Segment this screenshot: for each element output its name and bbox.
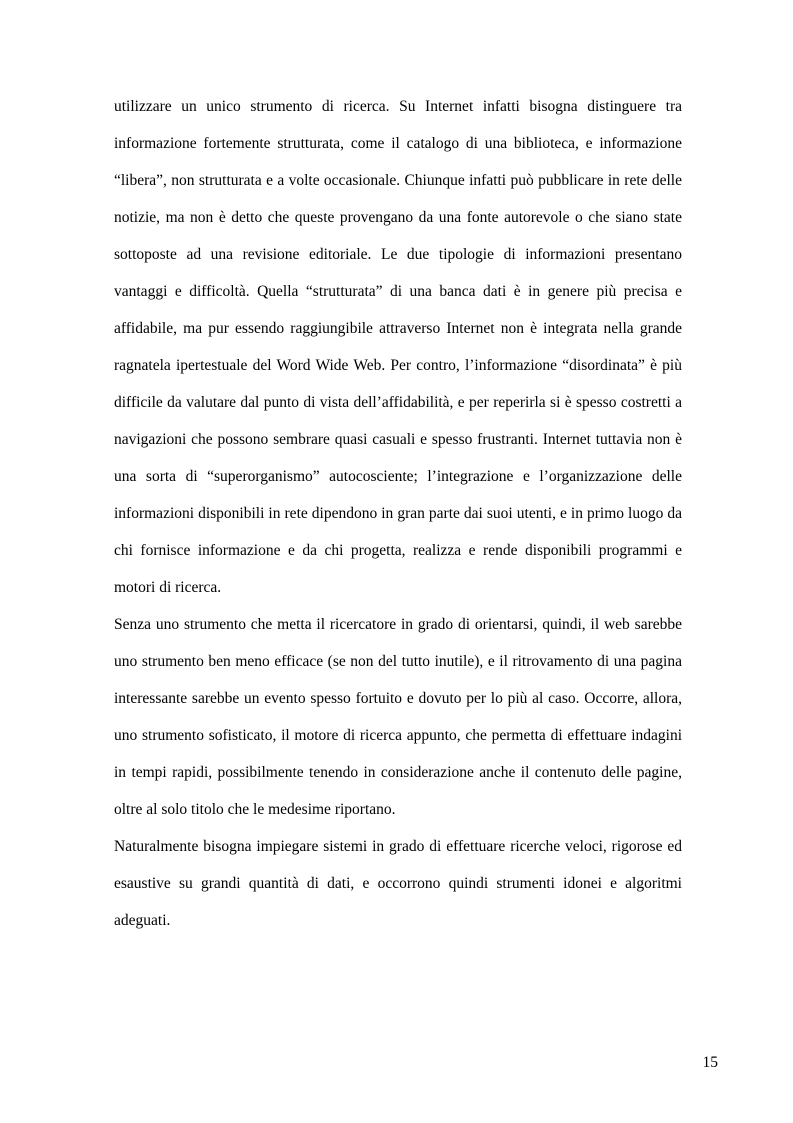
paragraph: Senza uno strumento che metta il ricercatore in grado di orientarsi, quindi, il web sarebbe uno strumento ben meno efficace (se non del tutto inutile), e il ritrovamento di una pagina interessante sarebbe un evento spesso fortuito e dovuto per lo più al caso. Occorre, allora, uno strumento sofisticato, il motore di ricerca appunto, che permetta di effettuare indagini in tempi rapidi, possibilmente tenendo in considerazione anche il contenuto delle pagine, oltre al solo titolo che le medesime riportano.	[114, 616, 682, 818]
paragraph: Naturalmente bisogna impiegare sistemi in grado di effettuare ricerche veloci, rigorose ed esaustive su grandi quantità di dati, e occorrono quindi strumenti idonei e algoritmi adeguati.	[114, 838, 682, 929]
page-number: 15	[702, 1054, 718, 1071]
body-text	[114, 88, 682, 939]
paragraph: utilizzare un unico strumento di ricerca. Su Internet infatti bisogna distinguere tra informazione fortemente strutturata, come il catalogo di una biblioteca, e informazione “libera”, non strutturata e a volte occasionale. Chiunque infatti può pubblicare in rete delle notizie, ma non è detto che queste provengano da una fonte autorevole o che siano state sottoposte ad una revisione editoriale. Le due tipologie di informazioni presentano vantaggi e difficoltà. Quella “strutturata” di una banca dati è in genere più precisa e affidabile, ma pur essendo raggiungibile attraverso Internet non è integrata nella grande ragnatela ipertestuale del Word Wide Web. Per contro, l’informazione “disordinata” è più difficile da valutare dal punto di vista dell’affidabilità, e per reperirla si è spesso costretti a navigazioni che possono sembrare quasi casuali e spesso frustranti. Internet tuttavia non è una sorta di “superorganismo” autocosciente; l’integrazione e l’organizzazione delle informazioni disponibili in rete dipendono in gran parte dai suoi utenti, e in primo luogo da chi fornisce informazione e da chi progetta, realizza e rende disponibili programmi e motori di ricerca.	[114, 98, 682, 596]
